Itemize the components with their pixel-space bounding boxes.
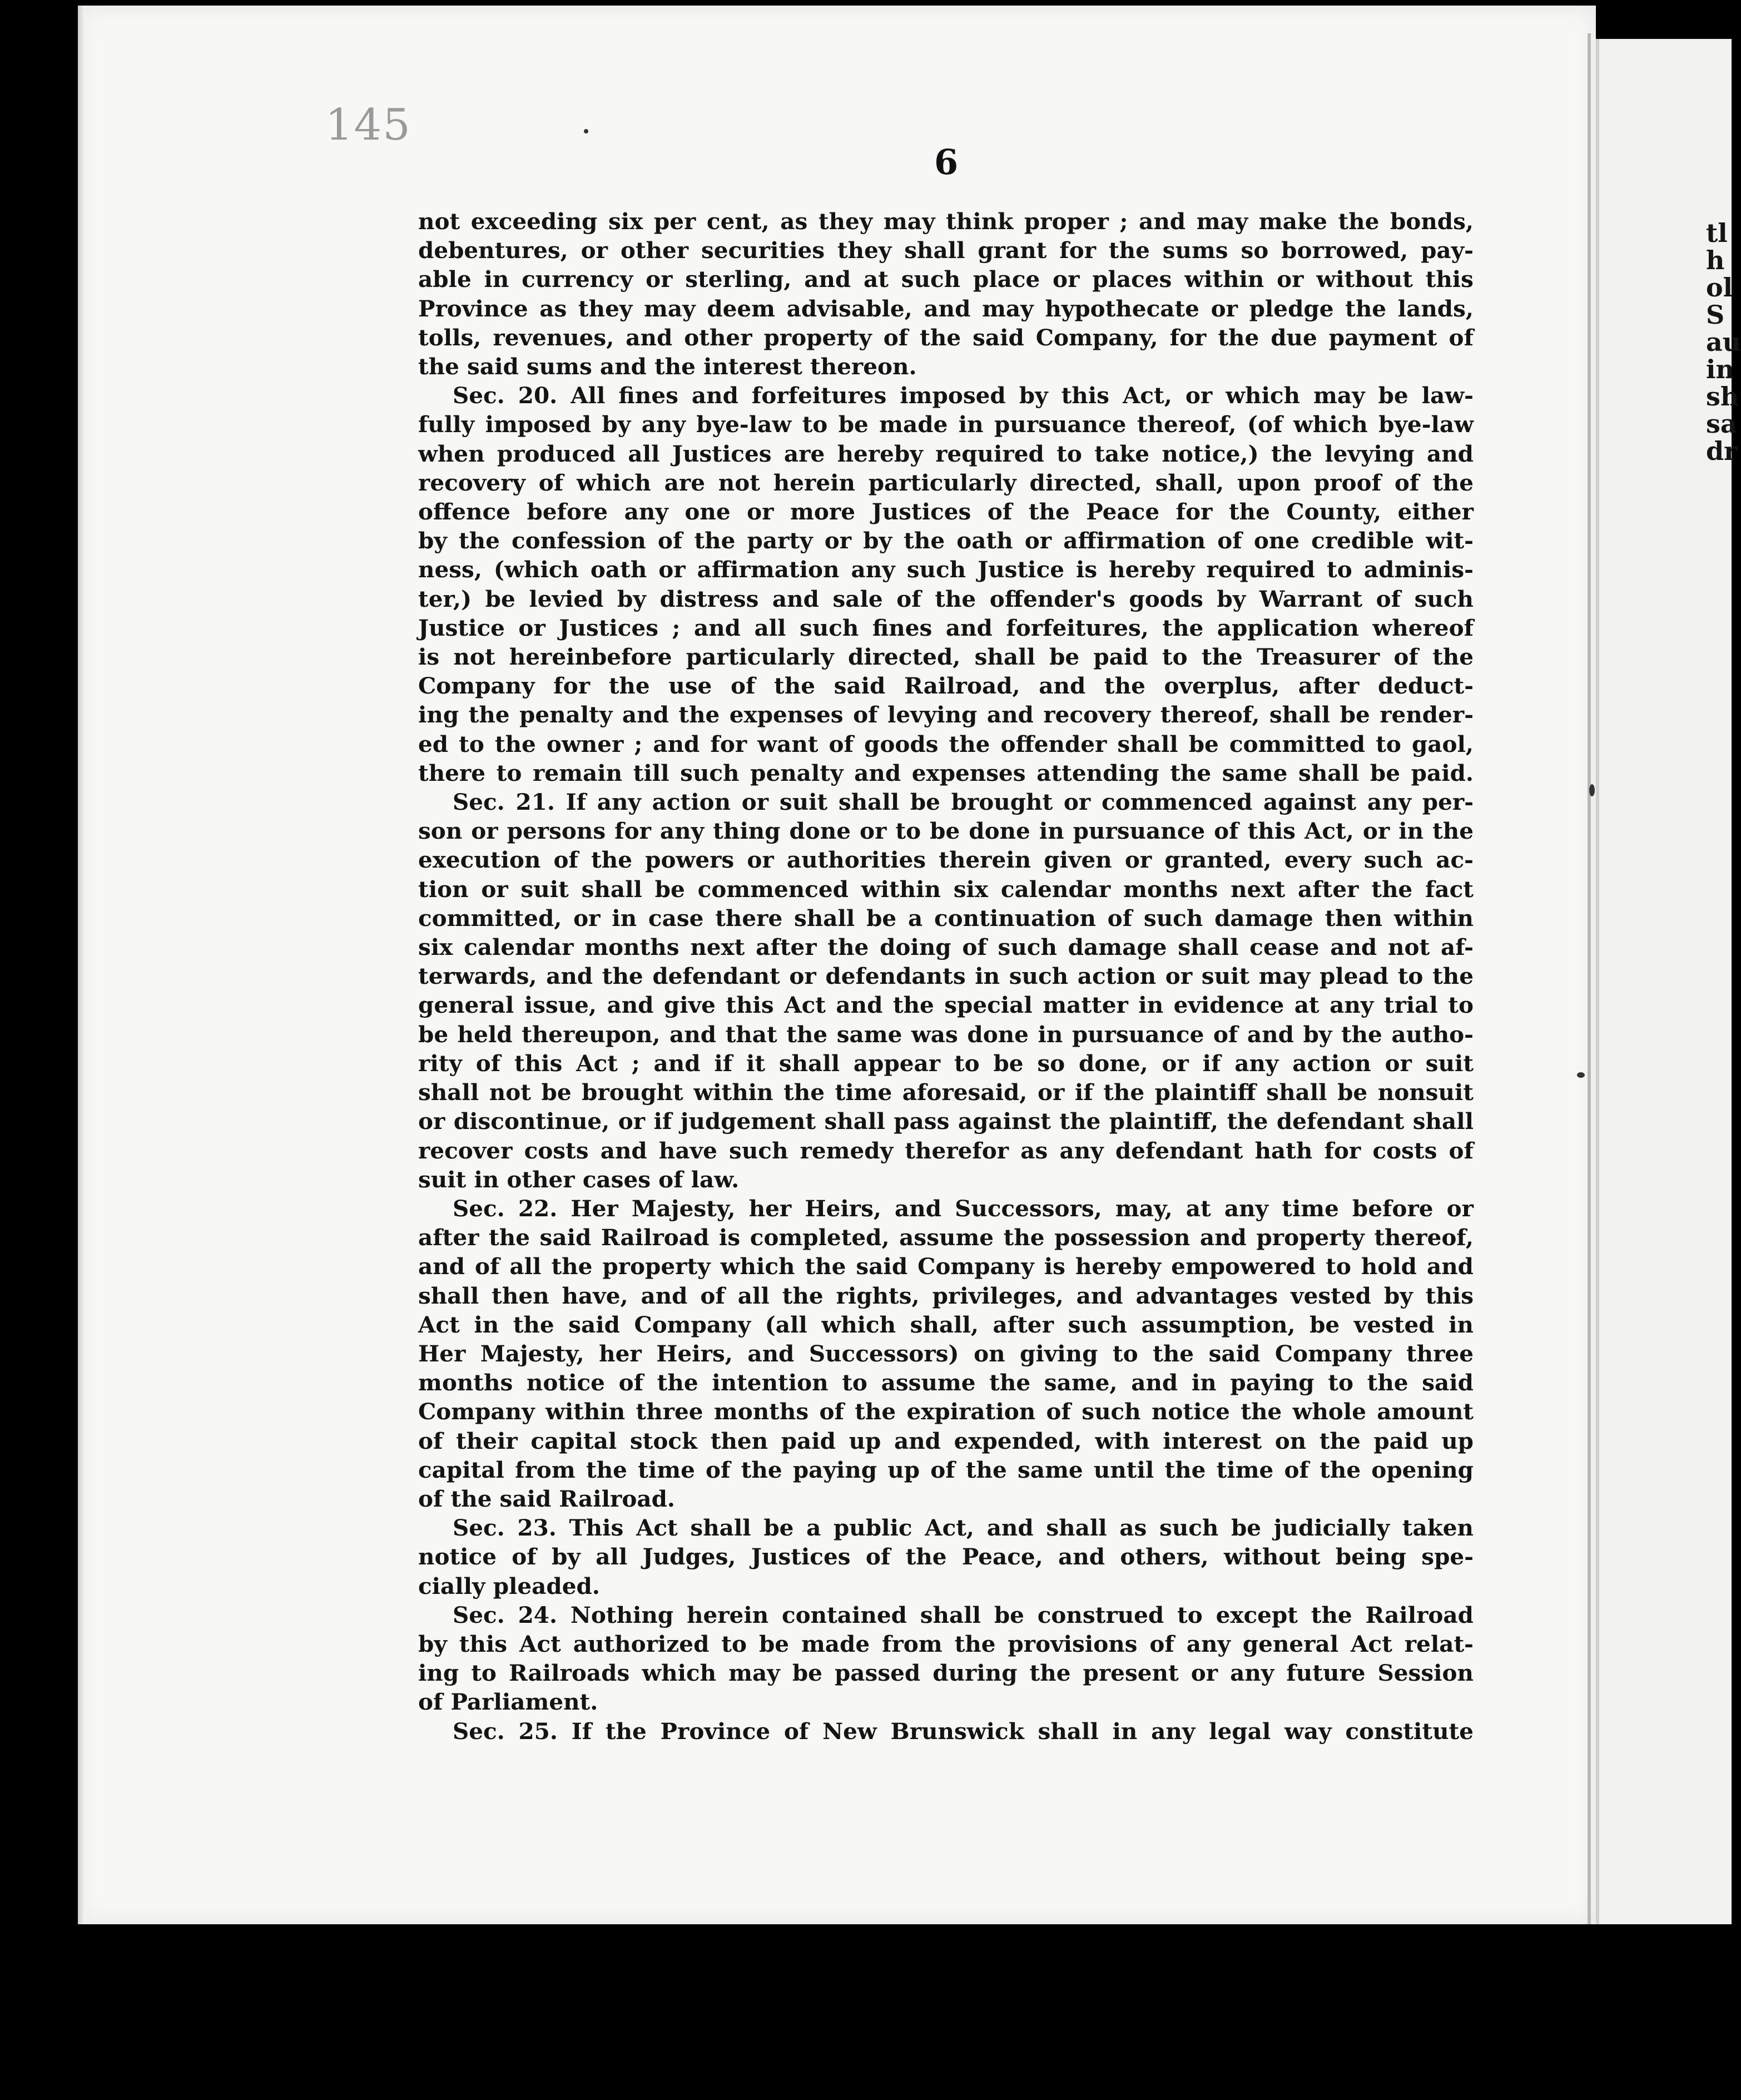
text-line: Act in the said Company (all which shall, after such assumption, be vested in [418,1311,1474,1338]
folio-number: 145 [325,100,411,150]
text-line: Sec. 24. Nothing herein contained shall be construed to except the Railroad [453,1601,1474,1628]
text-line: the said sums and the interest thereon. [418,353,917,380]
text-line: able in currency or sterling, and at such place or places within or without this [418,266,1474,293]
text-line: ter,) be levied by distress and sale of the offender's goods by Warrant of such [418,585,1474,612]
text-line: Her Majesty, her Heirs, and Successors) on giving to the said Company three [418,1340,1474,1367]
text-line: Sec. 21. If any action or suit shall be brought or commenced against any per- [453,789,1474,816]
text-line: ness, (which oath or affirmation any such Justice is hereby required to adminis- [418,556,1474,583]
text-line: of the said Railroad. [418,1485,676,1512]
text-line: committed, or in case there shall be a continuation of such damage then within [418,904,1474,932]
text-line: Justice or Justices ; and all such fines and forfeitures, the application whereof [418,614,1474,641]
text-line: ed to the owner ; and for want of goods the offender shall be committed to gaol, [418,730,1474,757]
page-fold [1588,33,1591,1924]
text-line: cially pleaded. [418,1572,600,1599]
facing-page-text: tl h ol S au in sh sa dr [1706,218,1741,466]
text-line: recover costs and have such remedy therefor as any defendant hath for costs of [418,1137,1474,1164]
text-line: Sec. 22. Her Majesty, her Heirs, and Successors, may, at any time before or [453,1195,1474,1222]
text-line: Province as they may deem advisable, and may hypothecate or pledge the lands, [418,295,1474,322]
text-line: fully imposed by any bye-law to be made in pursuance thereof, (of which bye-law [418,411,1474,438]
text-line: Sec. 23. This Act shall be a public Act, and shall as such be judicially taken [453,1514,1474,1542]
speck-mark [584,129,588,133]
text-line: after the said Railroad is completed, assume the possession and property thereof, [418,1224,1474,1251]
text-line: Sec. 20. All fines and forfeitures imposed by this Act, or which may be law- [453,382,1474,409]
text-line: terwards, and the defendant or defendants in such action or suit may plead to the [418,963,1474,990]
text-line: general issue, and give this Act and the special matter in evidence at any trial to [418,992,1474,1019]
speck-mark [1589,784,1595,796]
text-line: of Parliament. [418,1688,598,1716]
text-line: is not hereinbefore particularly directed, shall be paid to the Treasurer of the [418,643,1474,671]
text-line: son or persons for any thing done or to be done in pursuance of this Act, or in the [418,818,1474,845]
text-line: notice of by all Judges, Justices of the Peace, and others, without being spe- [418,1543,1474,1571]
text-line: Company within three months of the expiration of such notice the whole amount [418,1398,1474,1425]
text-line: tolls, revenues, and other property of the said Company, for the due payment of [418,324,1474,351]
text-line: capital from the time of the paying up of the same until the time of the opening [418,1456,1474,1483]
text-line: recovery of which are not herein particularly directed, shall, upon proof of the [418,469,1474,496]
text-line: tion or suit shall be commenced within six calendar months next after the fact [418,875,1474,903]
text-line: debentures, or other securities they shall grant for the sums so borrowed, pay- [418,237,1474,264]
text-line: ing to Railroads which may be passed during the present or any future Session [418,1660,1474,1687]
text-line: suit in other cases of law. [418,1166,740,1193]
text-line: and of all the property which the said Company is hereby empowered to hold and [418,1253,1474,1280]
page-edge [78,6,86,1924]
text-line: months notice of the intention to assume the same, and in paying to the said [418,1369,1474,1396]
text-line: or discontinue, or if judgement shall pass against the plaintiff, the defendant shall [418,1108,1474,1135]
text-line: of their capital stock then paid up and expended, with interest on the paid up [418,1427,1474,1454]
text-line: shall then have, and of all the rights, privileges, and advantages vested by this [418,1282,1474,1309]
text-line: offence before any one or more Justices of the Peace for the County, either [418,498,1474,526]
text-line: shall not be brought within the time aforesaid, or if the plaintiff shall be nonsuit [418,1079,1474,1106]
text-line: by the confession of the party or by the oath or affirmation of one credible wit- [418,527,1474,554]
text-line: ing the penalty and the expenses of levying and recovery thereof, shall be render- [418,701,1474,729]
text-line: Company for the use of the said Railroad, and the overplus, after deduct- [418,672,1474,700]
text-line: Sec. 25. If the Province of New Brunswick shall in any legal way constitute [453,1717,1474,1745]
text-line: six calendar months next after the doing of such damage shall cease and not af- [418,934,1474,961]
text-line: there to remain till such penalty and expenses attending the same shall be paid. [418,759,1474,786]
text-line: when produced all Justices are hereby required to take notice,) the levying and [418,440,1474,467]
text-line: rity of this Act ; and if it shall appear to be so done, or if any action or suit [418,1049,1474,1077]
text-line: not exceeding six per cent, as they may think proper ; and may make the bonds, [418,208,1474,235]
page-number: 6 [934,142,959,182]
text-line: execution of the powers or authorities therein given or granted, every such ac- [418,846,1474,874]
text-line: by this Act authorized to be made from the provisions of any general Act relat- [418,1630,1474,1657]
body-text [418,207,1474,1746]
text-line: be held thereupon, and that the same was done in pursuance of and by the autho- [418,1021,1474,1048]
speck-mark [1577,1072,1585,1078]
